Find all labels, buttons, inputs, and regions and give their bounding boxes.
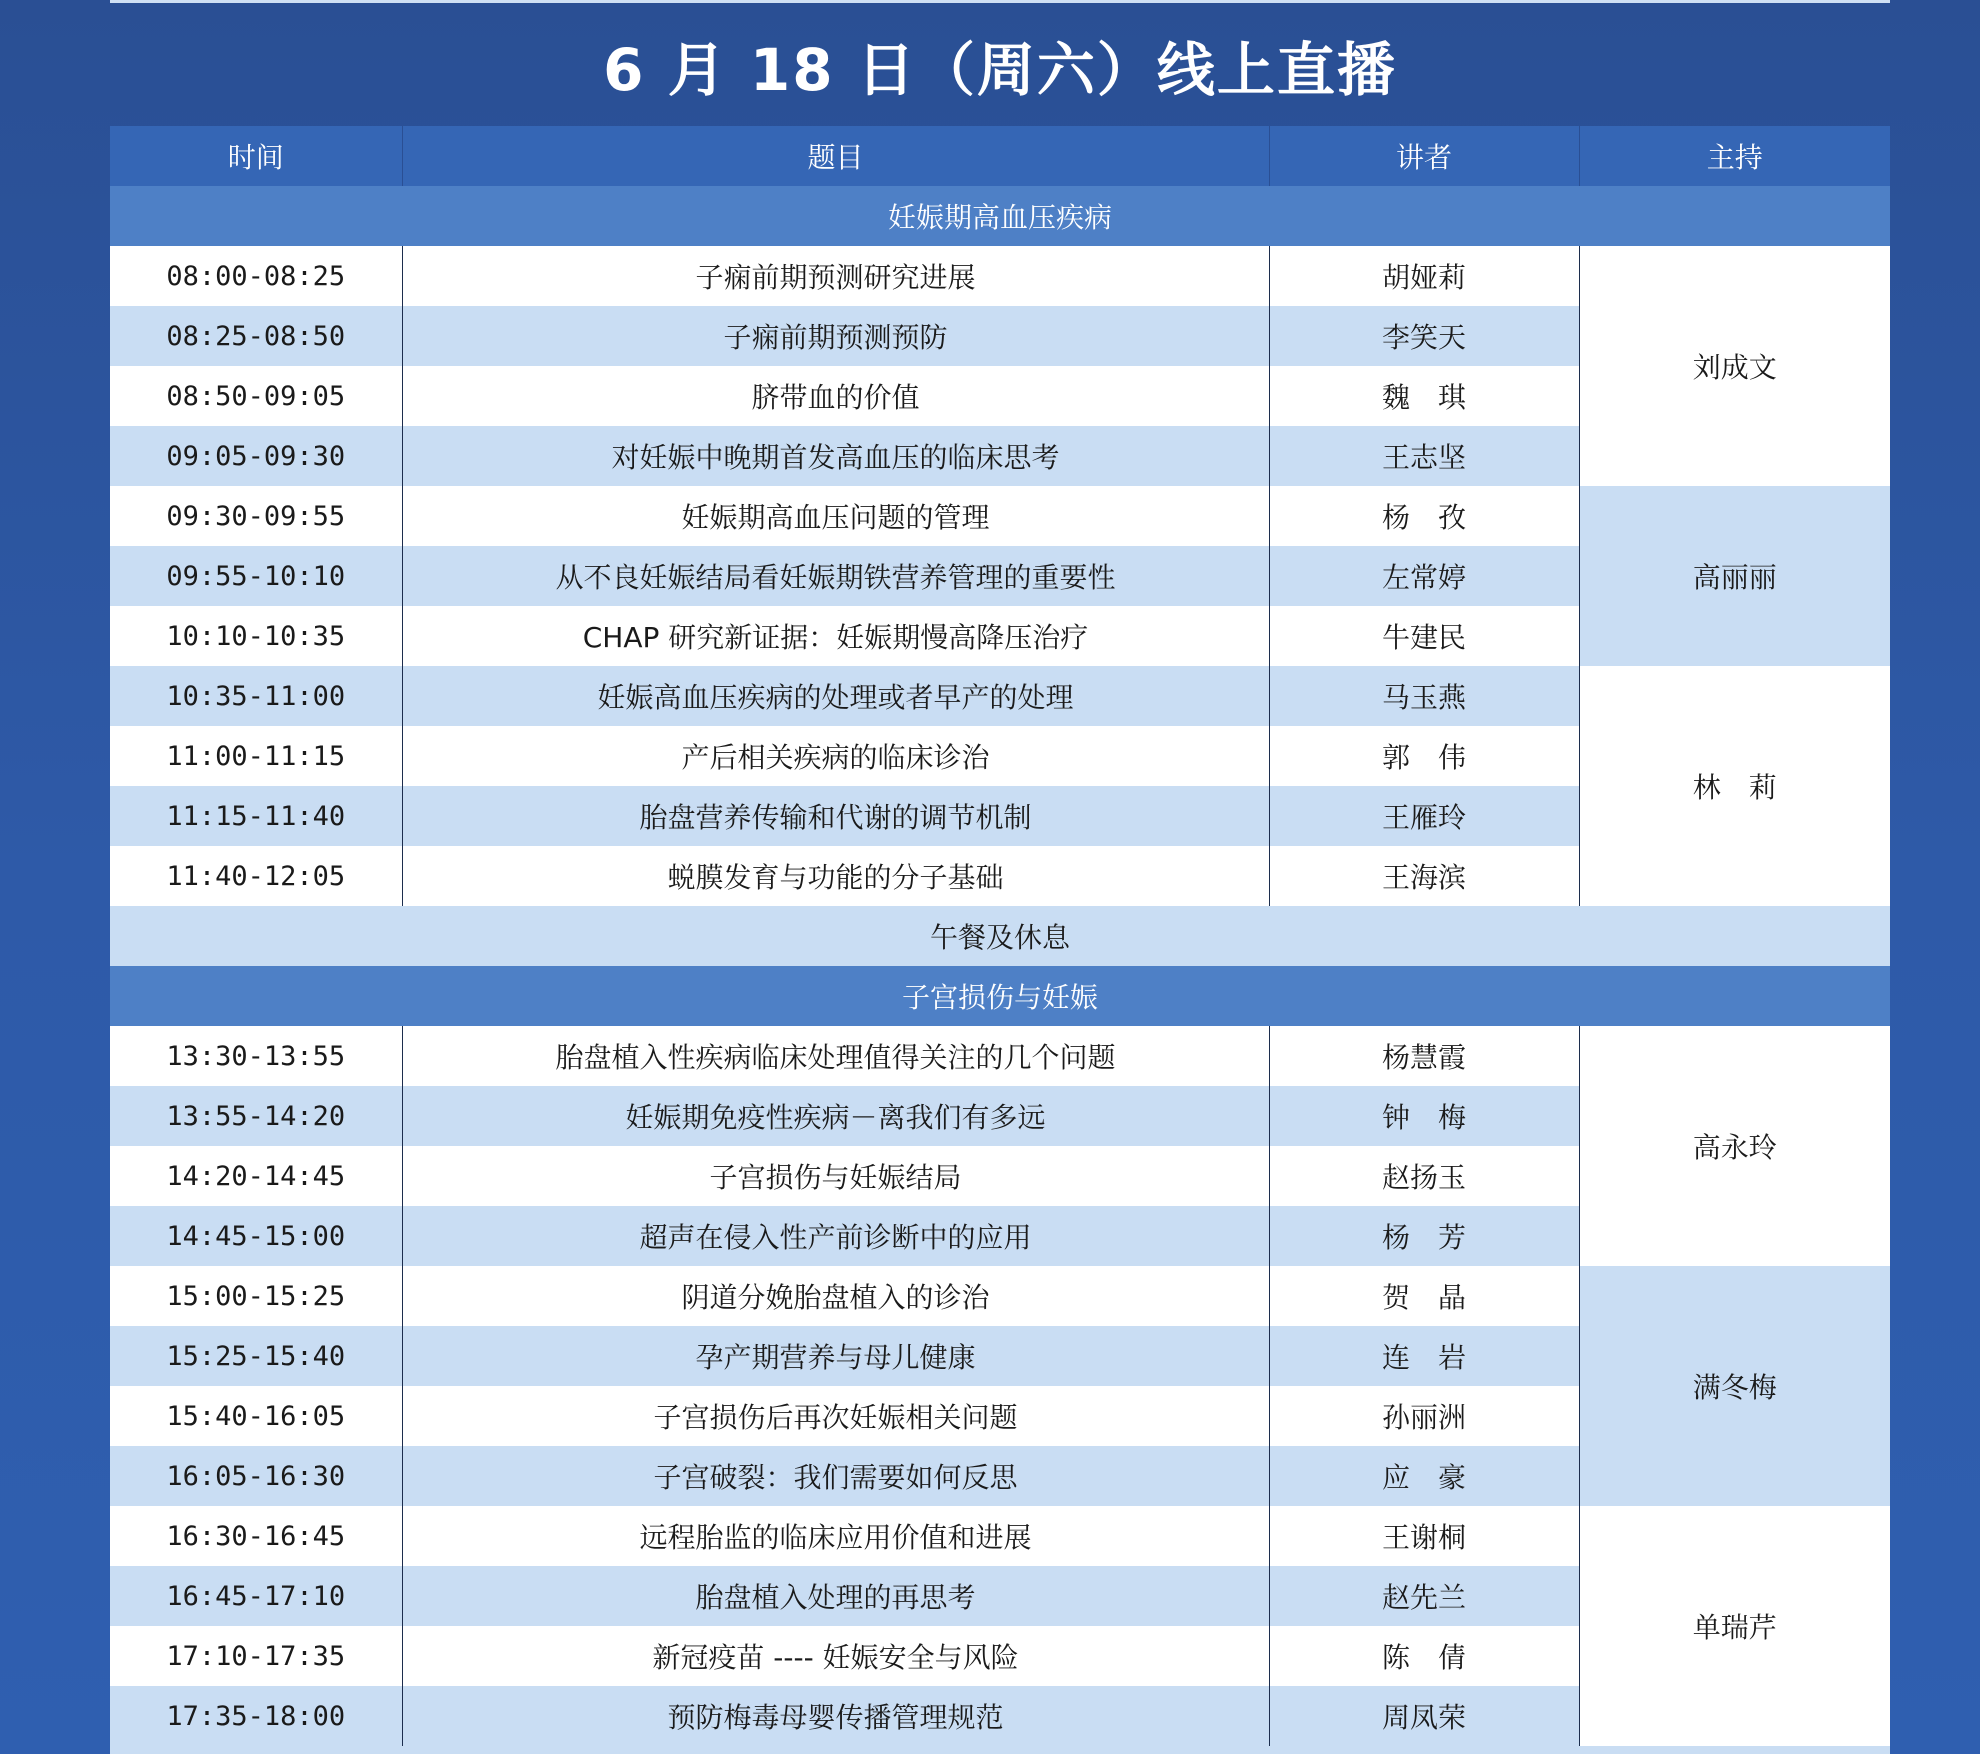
session-speaker: 李笑天 xyxy=(1269,306,1579,366)
session-topic: 妊娠高血压疾病的处理或者早产的处理 xyxy=(402,666,1269,726)
session-time: 15:40-16:05 xyxy=(110,1386,402,1446)
header-topic: 题目 xyxy=(402,126,1269,186)
header-time: 时间 xyxy=(110,126,402,186)
session-topic: 妊娠期免疫性疾病－离我们有多远 xyxy=(402,1086,1269,1146)
session-topic: 孕产期营养与母儿健康 xyxy=(402,1326,1269,1386)
session-time: 16:05-16:30 xyxy=(110,1446,402,1506)
session-speaker: 左常婷 xyxy=(1269,546,1579,606)
session-host: 单瑞芹 xyxy=(1579,1506,1890,1746)
session-speaker: 胡娅莉 xyxy=(1269,246,1579,306)
session-host: 高永玲 xyxy=(1579,1026,1890,1266)
table-header-row xyxy=(110,126,1890,186)
header-host: 主持 xyxy=(1579,126,1890,186)
session-time: 13:30-13:55 xyxy=(110,1026,402,1086)
session-topic: 预防梅毒母婴传播管理规范 xyxy=(402,1686,1269,1746)
session-time: 16:45-17:10 xyxy=(110,1566,402,1626)
session-speaker: 杨慧霞 xyxy=(1269,1026,1579,1086)
section-title: 妊娠期高血压疾病 xyxy=(110,186,1890,246)
top-rule xyxy=(110,0,1890,3)
bottom-rule xyxy=(110,1746,1890,1754)
session-topic: 对妊娠中晚期首发高血压的临床思考 xyxy=(402,426,1269,486)
session-host: 林 莉 xyxy=(1579,666,1890,906)
session-speaker: 王志坚 xyxy=(1269,426,1579,486)
session-topic: 子宫损伤后再次妊娠相关问题 xyxy=(402,1386,1269,1446)
table-row xyxy=(110,1266,1890,1326)
session-topic: 子痫前期预测研究进展 xyxy=(402,246,1269,306)
session-topic: 脐带血的价值 xyxy=(402,366,1269,426)
session-time: 08:00-08:25 xyxy=(110,246,402,306)
session-topic: 子宫损伤与妊娠结局 xyxy=(402,1146,1269,1206)
session-topic: 胎盘植入性疾病临床处理值得关注的几个问题 xyxy=(402,1026,1269,1086)
session-speaker: 王海滨 xyxy=(1269,846,1579,906)
schedule-body xyxy=(110,186,1890,1746)
session-topic: 新冠疫苗 ---- 妊娠安全与风险 xyxy=(402,1626,1269,1686)
session-speaker: 赵扬玉 xyxy=(1269,1146,1579,1206)
section-title: 子宫损伤与妊娠 xyxy=(110,966,1890,1026)
session-time: 10:10-10:35 xyxy=(110,606,402,666)
session-speaker: 周凤荣 xyxy=(1269,1686,1579,1746)
session-speaker: 应 豪 xyxy=(1269,1446,1579,1506)
table-row xyxy=(110,1506,1890,1566)
section-row xyxy=(110,966,1890,1026)
table-row xyxy=(110,246,1890,306)
schedule-table xyxy=(110,126,1890,1746)
session-topic: 产后相关疾病的临床诊治 xyxy=(402,726,1269,786)
session-time: 17:35-18:00 xyxy=(110,1686,402,1746)
header-speaker: 讲者 xyxy=(1269,126,1579,186)
table-row xyxy=(110,486,1890,546)
session-time: 15:25-15:40 xyxy=(110,1326,402,1386)
session-topic: CHAP 研究新证据：妊娠期慢高降压治疗 xyxy=(402,606,1269,666)
session-topic: 胎盘营养传输和代谢的调节机制 xyxy=(402,786,1269,846)
page-title: 6 月 18 日（周六）线上直播 xyxy=(603,36,1397,104)
session-speaker: 贺 晶 xyxy=(1269,1266,1579,1326)
session-time: 16:30-16:45 xyxy=(110,1506,402,1566)
session-time: 11:40-12:05 xyxy=(110,846,402,906)
session-time: 11:00-11:15 xyxy=(110,726,402,786)
session-time: 09:30-09:55 xyxy=(110,486,402,546)
break-row xyxy=(110,906,1890,966)
session-speaker: 马玉燕 xyxy=(1269,666,1579,726)
session-topic: 阴道分娩胎盘植入的诊治 xyxy=(402,1266,1269,1326)
session-time: 09:05-09:30 xyxy=(110,426,402,486)
lunch-break-label: 午餐及休息 xyxy=(110,906,1890,966)
session-speaker: 孙丽洲 xyxy=(1269,1386,1579,1446)
session-speaker: 王谢桐 xyxy=(1269,1506,1579,1566)
session-speaker: 杨 芳 xyxy=(1269,1206,1579,1266)
table-row xyxy=(110,1026,1890,1086)
session-time: 14:20-14:45 xyxy=(110,1146,402,1206)
session-speaker: 陈 倩 xyxy=(1269,1626,1579,1686)
session-topic: 蜕膜发育与功能的分子基础 xyxy=(402,846,1269,906)
session-speaker: 牛建民 xyxy=(1269,606,1579,666)
section-row xyxy=(110,186,1890,246)
session-time: 08:50-09:05 xyxy=(110,366,402,426)
session-time: 15:00-15:25 xyxy=(110,1266,402,1326)
session-host: 满冬梅 xyxy=(1579,1266,1890,1506)
session-time: 10:35-11:00 xyxy=(110,666,402,726)
session-topic: 胎盘植入处理的再思考 xyxy=(402,1566,1269,1626)
session-topic: 子宫破裂：我们需要如何反思 xyxy=(402,1446,1269,1506)
session-speaker: 赵先兰 xyxy=(1269,1566,1579,1626)
session-topic: 子痫前期预测预防 xyxy=(402,306,1269,366)
session-speaker: 连 岩 xyxy=(1269,1326,1579,1386)
session-time: 17:10-17:35 xyxy=(110,1626,402,1686)
session-topic: 从不良妊娠结局看妊娠期铁营养管理的重要性 xyxy=(402,546,1269,606)
session-host: 刘成文 xyxy=(1579,246,1890,486)
session-speaker: 杨 孜 xyxy=(1269,486,1579,546)
session-topic: 妊娠期高血压问题的管理 xyxy=(402,486,1269,546)
session-speaker: 钟 梅 xyxy=(1269,1086,1579,1146)
session-speaker: 郭 伟 xyxy=(1269,726,1579,786)
session-time: 08:25-08:50 xyxy=(110,306,402,366)
session-topic: 超声在侵入性产前诊断中的应用 xyxy=(402,1206,1269,1266)
session-speaker: 魏 琪 xyxy=(1269,366,1579,426)
session-time: 09:55-10:10 xyxy=(110,546,402,606)
table-row xyxy=(110,666,1890,726)
session-host: 高丽丽 xyxy=(1579,486,1890,666)
session-speaker: 王雁玲 xyxy=(1269,786,1579,846)
session-time: 13:55-14:20 xyxy=(110,1086,402,1146)
session-time: 11:15-11:40 xyxy=(110,786,402,846)
session-time: 14:45-15:00 xyxy=(110,1206,402,1266)
session-topic: 远程胎监的临床应用价值和进展 xyxy=(402,1506,1269,1566)
